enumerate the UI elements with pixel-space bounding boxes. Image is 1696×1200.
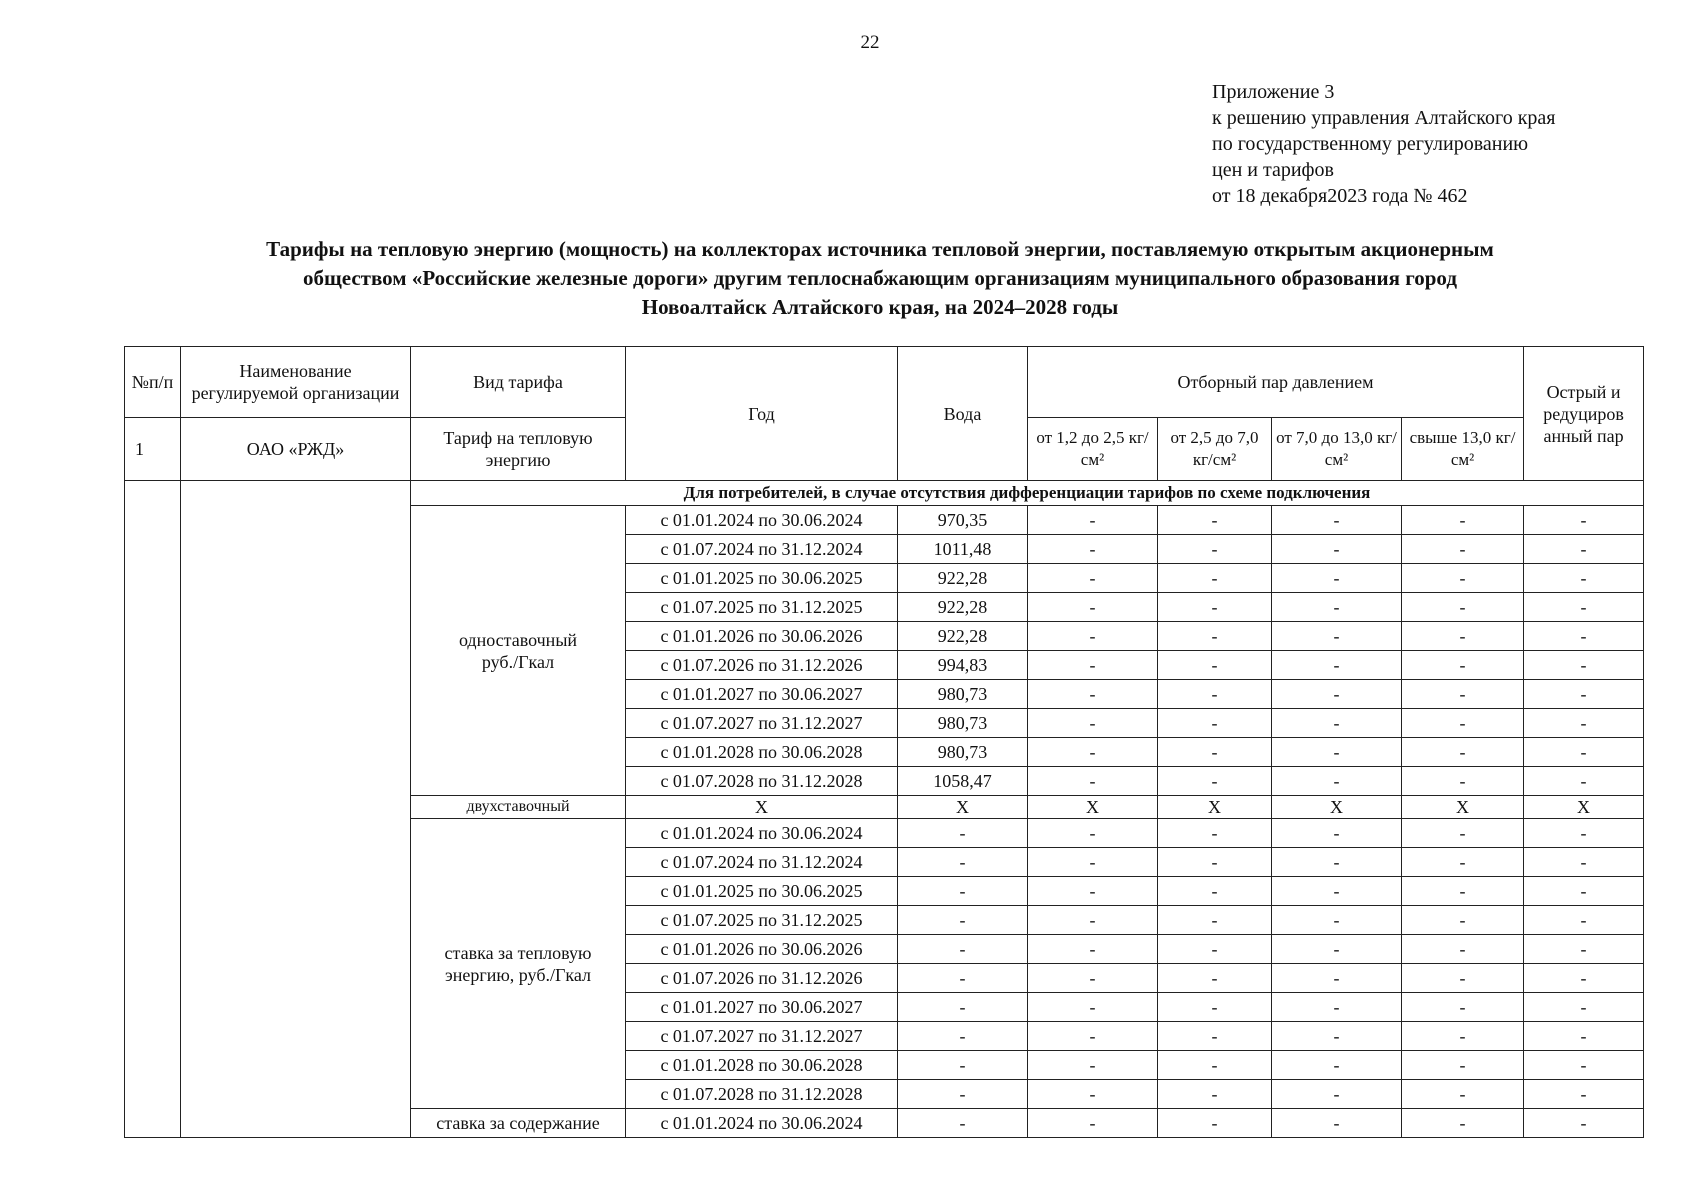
sharp-steam-cell: -	[1524, 709, 1644, 738]
steam-1-cell: -	[1028, 593, 1158, 622]
steam-4-cell: -	[1402, 564, 1524, 593]
water-cell: X	[898, 796, 1028, 819]
period-cell: с 01.07.2024 по 31.12.2024	[626, 848, 898, 877]
steam-1-cell: -	[1028, 564, 1158, 593]
header-water: Вода	[898, 347, 1028, 481]
water-cell: 980,73	[898, 738, 1028, 767]
steam-2-cell: -	[1158, 651, 1272, 680]
steam-3-cell: -	[1272, 906, 1402, 935]
steam-3-cell: -	[1272, 738, 1402, 767]
water-cell: -	[898, 906, 1028, 935]
water-cell: -	[898, 935, 1028, 964]
sharp-steam-cell: -	[1524, 906, 1644, 935]
steam-4-cell: -	[1402, 622, 1524, 651]
period-cell: с 01.01.2024 по 30.06.2024	[626, 1109, 898, 1138]
steam-1-cell: -	[1028, 622, 1158, 651]
period-cell: с 01.01.2028 по 30.06.2028	[626, 738, 898, 767]
tariff-table	[124, 346, 1644, 1138]
header-steam-4: свыше 13,0 кг/см²	[1402, 418, 1524, 481]
water-cell: -	[898, 877, 1028, 906]
steam-1-cell: -	[1028, 877, 1158, 906]
steam-2-cell: -	[1158, 1080, 1272, 1109]
sharp-steam-cell: -	[1524, 738, 1644, 767]
period-cell: с 01.01.2027 по 30.06.2027	[626, 680, 898, 709]
steam-2-cell: -	[1158, 738, 1272, 767]
page-number: 22	[860, 32, 880, 53]
steam-4-cell: -	[1402, 906, 1524, 935]
steam-1-cell: -	[1028, 651, 1158, 680]
steam-4-cell: -	[1402, 738, 1524, 767]
sharp-steam-cell: -	[1524, 564, 1644, 593]
sharp-steam-cell: -	[1524, 680, 1644, 709]
header-steam-3: от 7,0 до 13,0 кг/см²	[1272, 418, 1402, 481]
header-steam-1: от 1,2 до 2,5 кг/см²	[1028, 418, 1158, 481]
steam-4-cell: -	[1402, 1109, 1524, 1138]
steam-3-cell: -	[1272, 506, 1402, 535]
steam-4-cell: X	[1402, 796, 1524, 819]
steam-4-cell: -	[1402, 709, 1524, 738]
steam-3-cell: -	[1272, 877, 1402, 906]
org-row-number: 1	[125, 418, 181, 481]
title-line: обществом «Российские железные дороги» другим теплоснабжающим организациям муниципального образования город	[303, 266, 1457, 290]
steam-1-cell: -	[1028, 767, 1158, 796]
period-cell: с 01.07.2026 по 31.12.2026	[626, 964, 898, 993]
steam-1-cell: -	[1028, 935, 1158, 964]
header-year: Год	[626, 347, 898, 481]
steam-1-cell: -	[1028, 906, 1158, 935]
water-cell: -	[898, 819, 1028, 848]
steam-4-cell: -	[1402, 535, 1524, 564]
water-cell: 994,83	[898, 651, 1028, 680]
steam-2-cell: -	[1158, 848, 1272, 877]
steam-4-cell: -	[1402, 964, 1524, 993]
steam-2-cell: -	[1158, 709, 1272, 738]
steam-3-cell: -	[1272, 1022, 1402, 1051]
steam-3-cell: -	[1272, 848, 1402, 877]
sharp-steam-cell: -	[1524, 767, 1644, 796]
period-cell: X	[626, 796, 898, 819]
water-cell: -	[898, 1022, 1028, 1051]
title-line: Тарифы на тепловую энергию (мощность) на коллекторах источника тепловой энергии, поставляемую открытым акционерным	[266, 237, 1494, 261]
period-cell: с 01.07.2028 по 31.12.2028	[626, 1080, 898, 1109]
water-cell: 1058,47	[898, 767, 1028, 796]
steam-1-cell: -	[1028, 993, 1158, 1022]
steam-1-cell: -	[1028, 709, 1158, 738]
steam-4-cell: -	[1402, 593, 1524, 622]
steam-1-cell: -	[1028, 738, 1158, 767]
steam-2-cell: -	[1158, 622, 1272, 651]
water-cell: -	[898, 848, 1028, 877]
period-cell: с 01.01.2028 по 30.06.2028	[626, 1051, 898, 1080]
period-cell: с 01.01.2025 по 30.06.2025	[626, 877, 898, 906]
org-name: ОАО «РЖД»	[181, 418, 411, 481]
steam-3-cell: -	[1272, 819, 1402, 848]
title-line: Новоалтайск Алтайского края, на 2024–2028 годы	[641, 295, 1119, 319]
steam-2-cell: -	[1158, 935, 1272, 964]
energy-rate-label: ставка за тепловую энергию, руб./Гкал	[411, 819, 626, 1109]
steam-1-cell: -	[1028, 848, 1158, 877]
header-tariff-kind: Вид тарифа	[411, 347, 626, 418]
steam-2-cell: X	[1158, 796, 1272, 819]
steam-3-cell: X	[1272, 796, 1402, 819]
steam-4-cell: -	[1402, 680, 1524, 709]
steam-4-cell: -	[1402, 506, 1524, 535]
sharp-steam-cell: -	[1524, 593, 1644, 622]
water-cell: 980,73	[898, 680, 1028, 709]
steam-1-cell: -	[1028, 1080, 1158, 1109]
water-cell: -	[898, 1080, 1028, 1109]
group-caption-row	[125, 481, 1644, 506]
steam-1-cell: -	[1028, 819, 1158, 848]
document-title	[120, 235, 1640, 322]
steam-4-cell: -	[1402, 1022, 1524, 1051]
sharp-steam-cell: -	[1524, 877, 1644, 906]
steam-4-cell: -	[1402, 1080, 1524, 1109]
sharp-steam-cell: -	[1524, 1080, 1644, 1109]
steam-1-cell: -	[1028, 1051, 1158, 1080]
water-cell: 970,35	[898, 506, 1028, 535]
period-cell: с 01.07.2025 по 31.12.2025	[626, 906, 898, 935]
steam-2-cell: -	[1158, 877, 1272, 906]
period-cell: с 01.01.2026 по 30.06.2026	[626, 935, 898, 964]
steam-4-cell: -	[1402, 877, 1524, 906]
steam-4-cell: -	[1402, 819, 1524, 848]
steam-3-cell: -	[1272, 1080, 1402, 1109]
water-cell: -	[898, 964, 1028, 993]
steam-3-cell: -	[1272, 935, 1402, 964]
sharp-steam-cell: -	[1524, 535, 1644, 564]
steam-2-cell: -	[1158, 767, 1272, 796]
sharp-steam-cell: -	[1524, 1109, 1644, 1138]
steam-4-cell: -	[1402, 935, 1524, 964]
steam-3-cell: -	[1272, 622, 1402, 651]
appendix-line: от 18 декабря2023 года № 462	[1212, 185, 1468, 207]
steam-4-cell: -	[1402, 1051, 1524, 1080]
sharp-steam-cell: -	[1524, 1051, 1644, 1080]
steam-2-cell: -	[1158, 906, 1272, 935]
sharp-steam-cell: -	[1524, 622, 1644, 651]
sharp-steam-cell: -	[1524, 651, 1644, 680]
header-sharp-steam: Острый и редуциров анный пар	[1524, 347, 1644, 481]
steam-3-cell: -	[1272, 593, 1402, 622]
steam-3-cell: -	[1272, 1051, 1402, 1080]
steam-2-cell: -	[1158, 535, 1272, 564]
water-cell: 1011,48	[898, 535, 1028, 564]
group-caption: Для потребителей, в случае отсутствия дифференциации тарифов по схеме подключения	[411, 481, 1644, 506]
steam-4-cell: -	[1402, 993, 1524, 1022]
org-column-spacer	[181, 481, 411, 1138]
steam-3-cell: -	[1272, 993, 1402, 1022]
steam-2-cell: -	[1158, 564, 1272, 593]
period-cell: с 01.01.2027 по 30.06.2027	[626, 993, 898, 1022]
steam-3-cell: -	[1272, 709, 1402, 738]
one-rate-label: одноставочный руб./Гкал	[411, 506, 626, 796]
sharp-steam-cell: -	[1524, 993, 1644, 1022]
water-cell: 980,73	[898, 709, 1028, 738]
steam-1-cell: -	[1028, 1109, 1158, 1138]
header-steam: Отборный пар давлением	[1028, 347, 1524, 418]
steam-2-cell: -	[1158, 506, 1272, 535]
water-cell: -	[898, 993, 1028, 1022]
steam-2-cell: -	[1158, 993, 1272, 1022]
sharp-steam-cell: -	[1524, 848, 1644, 877]
steam-2-cell: -	[1158, 1022, 1272, 1051]
steam-1-cell: -	[1028, 964, 1158, 993]
period-cell: с 01.01.2026 по 30.06.2026	[626, 622, 898, 651]
steam-3-cell: -	[1272, 535, 1402, 564]
steam-1-cell: -	[1028, 1022, 1158, 1051]
period-cell: с 01.07.2025 по 31.12.2025	[626, 593, 898, 622]
period-cell: с 01.01.2024 по 30.06.2024	[626, 506, 898, 535]
header-org: Наименование регулируемой организации	[181, 347, 411, 418]
period-cell: с 01.07.2024 по 31.12.2024	[626, 535, 898, 564]
sharp-steam-cell: -	[1524, 819, 1644, 848]
steam-4-cell: -	[1402, 651, 1524, 680]
org-tariff-kind: Тариф на тепловую энергию	[411, 418, 626, 481]
steam-3-cell: -	[1272, 564, 1402, 593]
steam-3-cell: -	[1272, 964, 1402, 993]
water-cell: 922,28	[898, 564, 1028, 593]
period-cell: с 01.07.2027 по 31.12.2027	[626, 1022, 898, 1051]
appendix-line: Приложение 3	[1212, 81, 1335, 103]
sharp-steam-cell: -	[1524, 964, 1644, 993]
period-cell: с 01.07.2028 по 31.12.2028	[626, 767, 898, 796]
two-rate-label: двухставочный	[411, 796, 626, 819]
period-cell: с 01.07.2027 по 31.12.2027	[626, 709, 898, 738]
steam-4-cell: -	[1402, 848, 1524, 877]
appendix-line: к решению управления Алтайского края	[1212, 107, 1556, 129]
appendix-block	[1212, 79, 1556, 209]
steam-1-cell: -	[1028, 506, 1158, 535]
sharp-steam-cell: -	[1524, 935, 1644, 964]
steam-3-cell: -	[1272, 767, 1402, 796]
water-cell: -	[898, 1109, 1028, 1138]
steam-2-cell: -	[1158, 1051, 1272, 1080]
steam-3-cell: -	[1272, 651, 1402, 680]
steam-2-cell: -	[1158, 593, 1272, 622]
steam-3-cell: -	[1272, 680, 1402, 709]
period-cell: с 01.01.2025 по 30.06.2025	[626, 564, 898, 593]
header-no: №п/п	[125, 347, 181, 418]
maintenance-rate-label: ставка за содержание	[411, 1109, 626, 1138]
appendix-line: цен и тарифов	[1212, 159, 1334, 181]
sharp-steam-cell: X	[1524, 796, 1644, 819]
steam-2-cell: -	[1158, 680, 1272, 709]
sharp-steam-cell: -	[1524, 1022, 1644, 1051]
water-cell: 922,28	[898, 593, 1028, 622]
steam-1-cell: -	[1028, 680, 1158, 709]
steam-3-cell: -	[1272, 1109, 1402, 1138]
period-cell: с 01.01.2024 по 30.06.2024	[626, 819, 898, 848]
steam-2-cell: -	[1158, 819, 1272, 848]
header-steam-2: от 2,5 до 7,0 кг/см²	[1158, 418, 1272, 481]
water-cell: 922,28	[898, 622, 1028, 651]
steam-2-cell: -	[1158, 1109, 1272, 1138]
appendix-line: по государственному регулированию	[1212, 133, 1529, 155]
steam-1-cell: -	[1028, 535, 1158, 564]
steam-1-cell: X	[1028, 796, 1158, 819]
steam-2-cell: -	[1158, 964, 1272, 993]
sharp-steam-cell: -	[1524, 506, 1644, 535]
period-cell: с 01.07.2026 по 31.12.2026	[626, 651, 898, 680]
number-column-spacer	[125, 481, 181, 1138]
steam-4-cell: -	[1402, 767, 1524, 796]
water-cell: -	[898, 1051, 1028, 1080]
